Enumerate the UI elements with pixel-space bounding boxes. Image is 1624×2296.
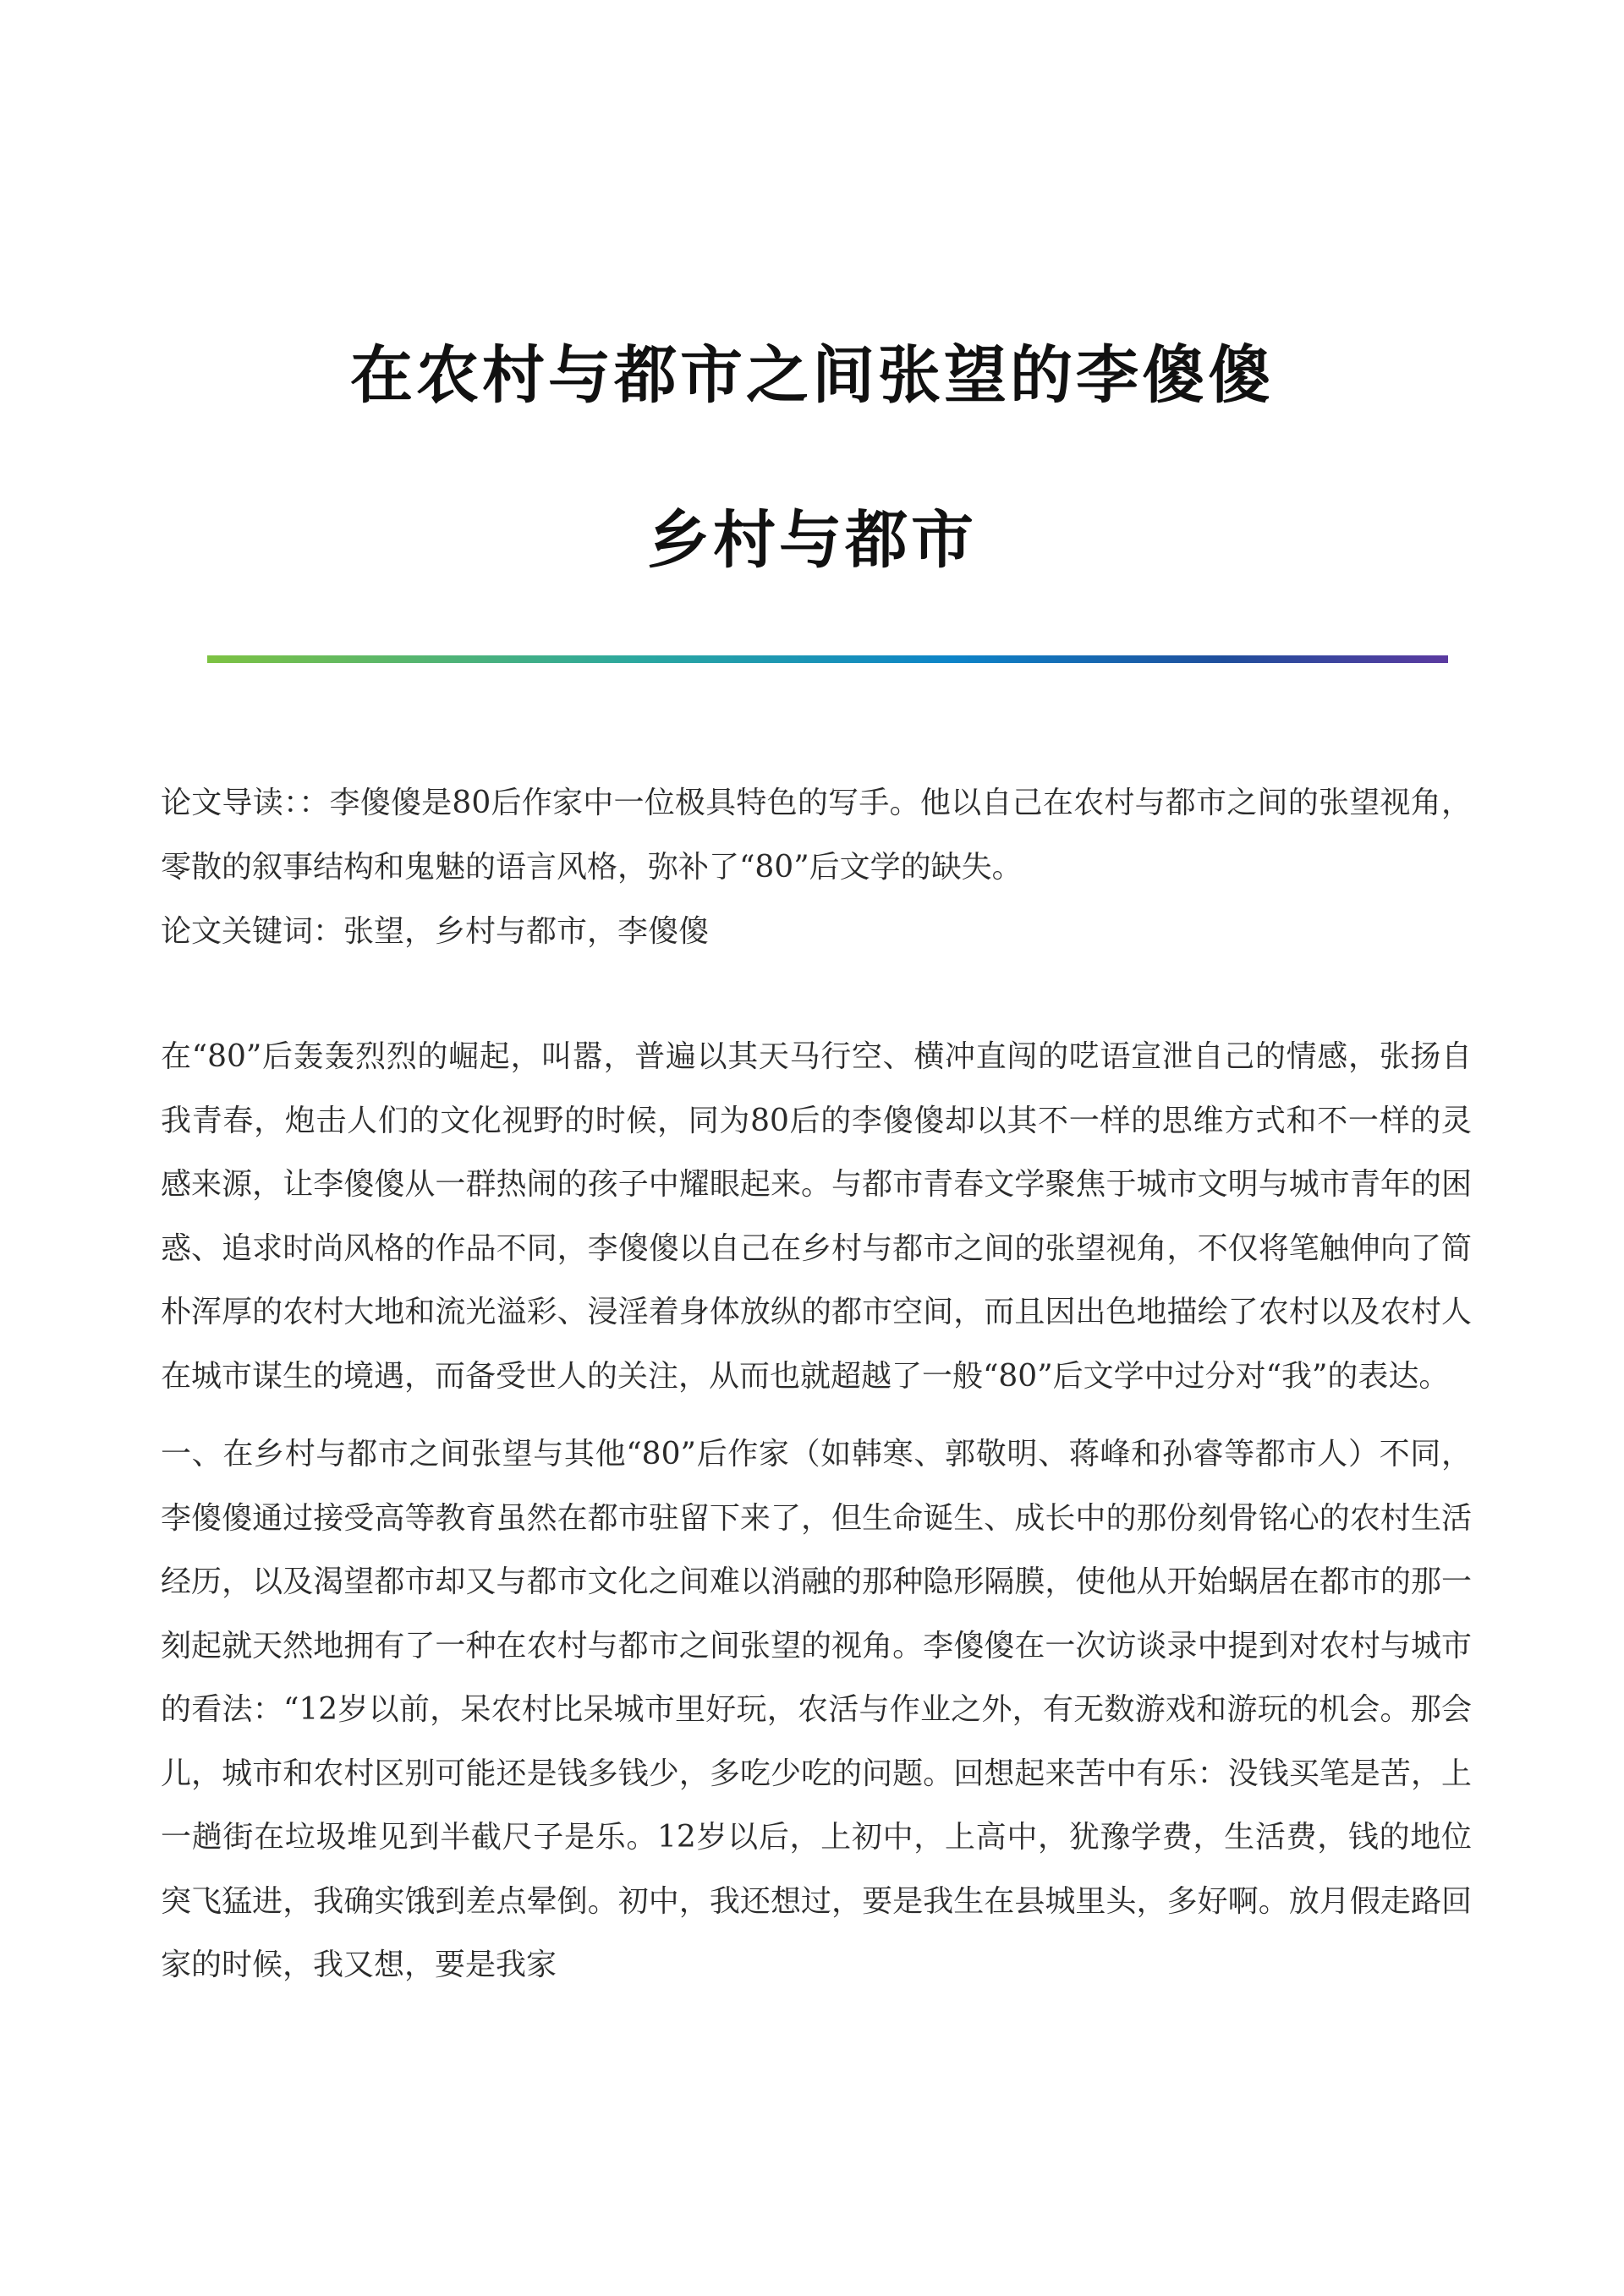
abstract-intro-label: 论文导读： [161, 786, 299, 820]
abstract-intro-text: ：李傻傻是80后作家中一位极具特色的写手。他以自己在农村与都市之间的张望视角，零散的叙事结构和鬼魅的语言风格，弥补了“80”后文学的缺失。 [161, 786, 1472, 885]
abstract-keywords-label: 论文关键词： [161, 914, 344, 949]
abstract-intro [161, 771, 1472, 900]
abstract-keywords [161, 900, 1472, 964]
document-title: 在农村与都市之间张望的李傻傻 [350, 339, 1274, 412]
abstract-keywords-text: 张望，乡村与都市，李傻傻 [343, 914, 710, 949]
body-paragraph-2: 一、在乡村与都市之间张望与其他“80”后作家（如韩寒、郭敬明、蒋峰和孙睿等都市人）不同，李傻傻通过接受高等教育虽然在都市驻留下来了，但生命诞生、成长中的那份刻骨铭心的农村生活经历，以及渴望都市却又与都市文化之间难以消融的那种隐形隔膜，使他从开始蜗居在都市的那一刻起就天然地拥有了一种在农村与都市之间张望的视角。李傻傻在一次访谈录中提到对农村与城市的看法：“12岁以前，呆农村比呆城市里好玩，农活与作业之外，有无数游戏和游玩的机会。那会儿，城市和农村区别可能还是钱多钱少，多吃少吃的问题。回想起来苦中有乐：没钱买笔是苦，上一趟街在垃圾堆见到半截尺子是乐。12岁以后，上初中，上高中，犹豫学费，生活费，钱的地位突飞猛进，我确实饿到差点晕倒。初中，我还想过，要是我生在县城里头，多好啊。放月假走路回家的时候，我又想，要是我家 [161, 1437, 1472, 1982]
document-subtitle: 乡村与都市 [647, 504, 977, 577]
title-divider [207, 655, 1448, 663]
body-paragraph-1: 在“80”后轰轰烈烈的崛起，叫嚣，普遍以其天马行空、横冲直闯的呓语宣泄自己的情感，张扬自我青春，炮击人们的文化视野的时候，同为80后的李傻傻却以其不一样的思维方式和不一样的灵感来源，让李傻傻从一群热闹的孩子中耀眼起来。与都市青春文学聚焦于城市文明与城市青年的困惑、追求时尚风格的作品不同，李傻傻以自己在乡村与都市之间的张望视角，不仅将笔触伸向了简朴浑厚的农村大地和流光溢彩、浸淫着身体放纵的都市空间，而且因出色地描绘了农村以及农村人在城市谋生的境遇，而备受世人的关注，从而也就超越了一般“80”后文学中过分对“我”的表达。 [161, 1039, 1472, 1394]
body-section [161, 1025, 1472, 1997]
abstract-section [161, 771, 1472, 964]
